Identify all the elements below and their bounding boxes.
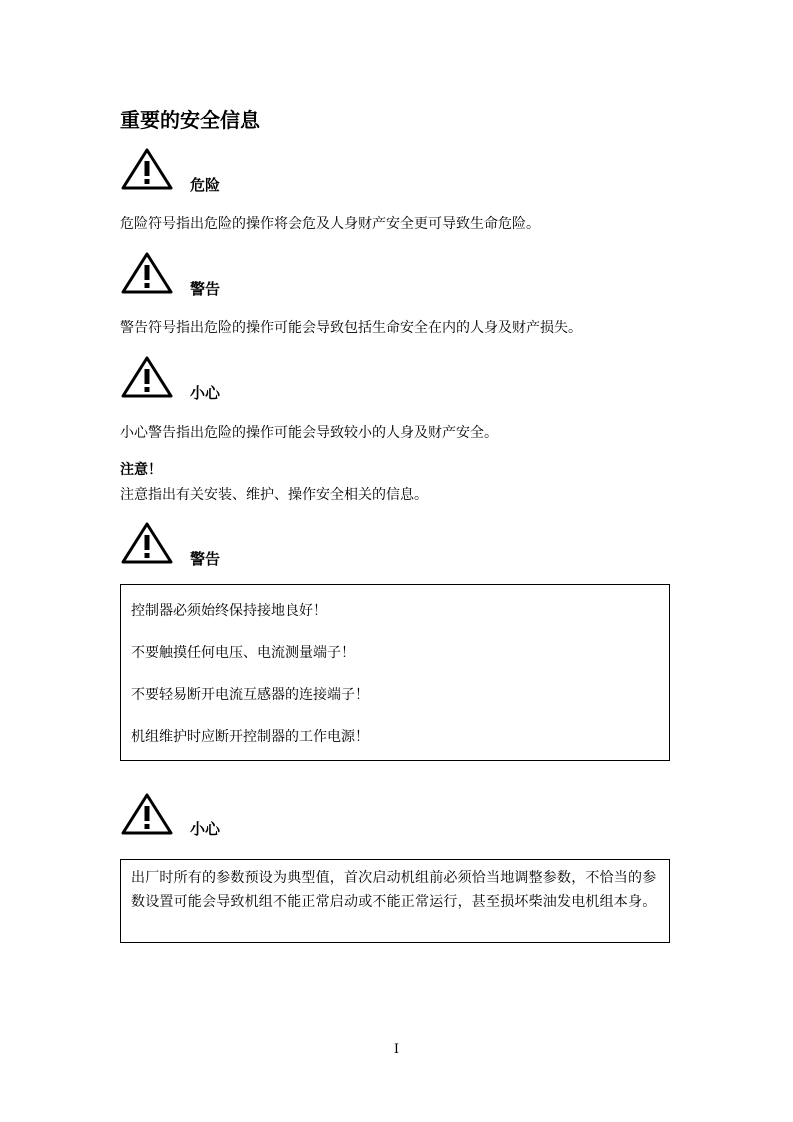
caution-box-label: 小心 [190, 820, 221, 838]
page-number: I [393, 1042, 400, 1057]
warning-label: 警告 [190, 280, 221, 298]
warning-line: 不要触摸任何电压、电流测量端子！ [131, 645, 355, 661]
page-title: 重要的安全信息 [120, 108, 260, 132]
warning-description: 警告符号指出危险的操作可能会导致包括生命安全在内的人身及财产损失。 [120, 320, 582, 336]
warning-triangle-icon [120, 355, 174, 399]
warning-box-label: 警告 [190, 550, 221, 568]
danger-description: 危险符号指出危险的操作将会危及人身财产安全更可导致生命危险。 [120, 216, 540, 232]
warning-line: 机组维护时应断开控制器的工作电源！ [131, 729, 369, 745]
warning-triangle-icon [120, 792, 174, 836]
caution-description: 小心警告指出危险的操作可能会导致较小的人身及财产安全。 [120, 425, 498, 441]
warning-box [120, 584, 670, 761]
note-description: 注意指出有关安装、维护、操作安全相关的信息。 [120, 487, 428, 503]
caution-box-text: 出厂时所有的参数预设为典型值，首次启动机组前必须恰当地调整参数，不恰当的参数设置可能会导致机组不能正常启动或不能正常运行，甚至损坏柴油发电机组本身。 [131, 870, 657, 910]
caution-box [120, 859, 670, 943]
warning-triangle-icon [120, 521, 174, 565]
warning-triangle-icon [120, 147, 174, 191]
warning-line: 控制器必须始终保持接地良好！ [131, 603, 327, 619]
danger-label: 危险 [190, 176, 221, 194]
warning-line: 不要轻易断开电流互感器的连接端子！ [131, 687, 369, 703]
note-title: 注意！ [120, 462, 162, 478]
caution-label: 小心 [190, 384, 221, 402]
warning-triangle-icon [120, 251, 174, 295]
